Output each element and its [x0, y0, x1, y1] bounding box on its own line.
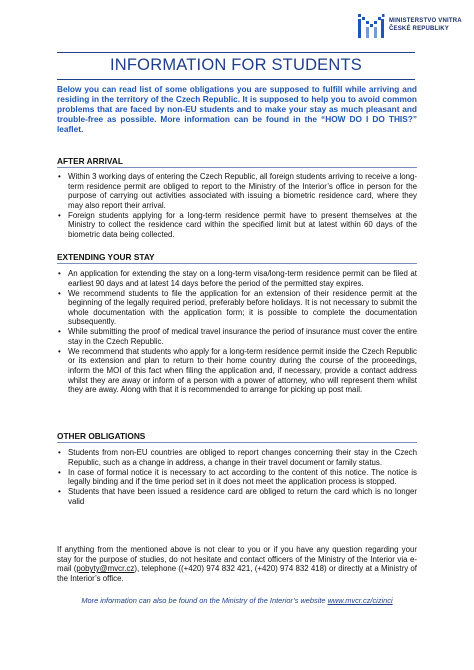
logo-line-2: ČESKÉ REPUBLIKY [389, 25, 450, 32]
list-item-text: Foreign students applying for a long-term residence permit have to present themselves at the Ministry to collect the residence card within the specified limit but at latest within 60 days of the biometric data being collected. [68, 210, 417, 239]
website-link[interactable]: www.mvcr.cz/cizinci [327, 596, 393, 605]
page-title: INFORMATION FOR STUDENTS [110, 56, 362, 74]
section-heading-after-arrival: AFTER ARRIVAL [57, 156, 123, 166]
closing-text-before: If anything from the mentioned above is not clear to you or if you have any question regarding your stay for the purpose of studies, do not hesitate and contact officers of the Ministry of the Interior via e-mail ( [57, 545, 417, 574]
list-item-text: While submitting the proof of medical travel insurance the period of insurance must cover the entire stay in the Czech Republic. [68, 327, 417, 346]
section-divider [57, 442, 417, 443]
bullet-icon: • [58, 210, 61, 220]
bullet-icon: • [58, 487, 61, 497]
list-item [57, 327, 417, 346]
list-item-text: We recommend that students who apply for a long-term residence permit inside the Czech Republic or its extension and plan to return to their home country during the course of the proceedings, inform the MOI of this fact when filing the application and, if necessary, provide a contact address whilst they are away or inform of a person with a power of attorney, who will represent them whilst they are away. Along with that it is recommended to arrange for picking up post mail. [68, 346, 417, 395]
ministry-logo-icon [357, 12, 385, 40]
footer-text: More information can also be found on the Ministry of the Interior’s website [81, 596, 328, 605]
list-item [57, 211, 417, 240]
section-divider [57, 263, 417, 264]
list-item [57, 269, 417, 288]
footer-note [57, 596, 417, 605]
extending-stay-list [57, 269, 417, 395]
logo-text [389, 18, 462, 33]
list-item [57, 347, 417, 395]
intro-paragraph: Below you can read list of some obligations you are supposed to fulfill while arriving and residing in the territory of the Czech Republic. It is supposed to help you to avoid common problems that are faced by non-EU students and to make your stay as much pleasant and trouble-free as possible. More information can be found in the “HOW DO I DO THIS?” leaflet. [57, 84, 417, 134]
list-item-text: Within 3 working days of entering the Czech Republic, all foreign students arriving to receive a long-term residence permit are obliged to report to the Ministry of the Interior’s office in person for the purpose of carrying out activities associated with issuing a biometric residence card, where they may also report their arrival. [68, 172, 417, 210]
bullet-icon: • [58, 448, 61, 457]
list-item-text: An application for extending the stay on a long-term visa/long-term residence permit can be filed at earliest 90 days and at latest 14 days before the period of the permitted stay expires. [68, 269, 417, 288]
logo-line-1: MINISTERSTVO VNITRA [389, 18, 462, 24]
closing-text-after: ), telephone ((+420) 974 832 421, (+420) 974 832 418) or directly at a Ministry of the Interior’s office. [57, 564, 417, 583]
section-heading-other-obligations: OTHER OBLIGATIONS [57, 431, 146, 441]
bullet-icon: • [58, 269, 61, 278]
bullet-icon: • [58, 288, 61, 298]
list-item [57, 289, 417, 327]
other-obligations-list [57, 448, 417, 507]
list-item-text: Students that have been issued a residence card are obliged to return the card which is no longer valid [68, 487, 417, 506]
bullet-icon: • [58, 467, 61, 477]
list-item-text: In case of formal notice it is necessary to act according to the content of this notice. The notice is legally binding and if the time period set in it does not meet the application process is stopped. [68, 467, 417, 487]
list-item [57, 487, 417, 506]
bullet-icon: • [58, 172, 61, 181]
bullet-icon: • [58, 346, 61, 356]
list-item-text: We recommend students to file the application for an extension of their residence permit at the beginning of the legally required period, preferably before holidays. It is not necessary to submit the whole documentation with the application form; it is possible to complete the documentation subsequently. [68, 288, 417, 327]
list-item [57, 448, 417, 467]
bullet-icon: • [58, 327, 61, 337]
email-link[interactable]: pobyty@mvcr.cz [76, 564, 135, 574]
ministry-logo [357, 12, 467, 42]
title-box [57, 52, 415, 80]
list-item-text: Students from non-EU countries are obliged to report changes concerning their stay in the Czech Republic, such as a change in address, a change in their travel document or family status. [68, 448, 417, 467]
list-item [57, 468, 417, 487]
section-divider [57, 167, 417, 168]
list-item [57, 172, 417, 210]
after-arrival-list [57, 172, 417, 240]
section-heading-extending-stay: EXTENDING YOUR STAY [57, 252, 155, 262]
closing-paragraph [57, 545, 417, 583]
